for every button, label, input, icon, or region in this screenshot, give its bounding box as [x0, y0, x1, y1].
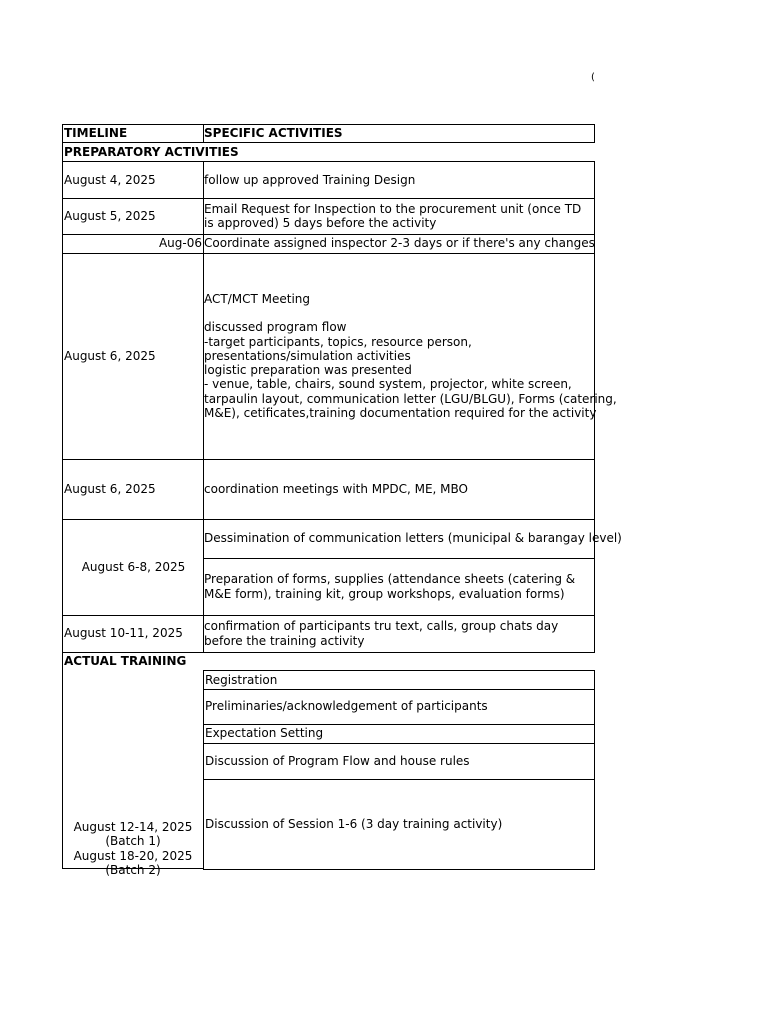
activity-cell: coordination meetings with MPDC, ME, MBO — [203, 459, 595, 520]
activity-line: presentations/simulation activities — [204, 348, 411, 363]
timeline-line: August 12-14, 2025 — [73, 820, 193, 834]
activity-line: -target participants, topics, resource person, — [204, 334, 472, 349]
timeline-cell: August 5, 2025 — [62, 198, 204, 235]
activity-line — [204, 306, 594, 320]
activity-cell: confirmation of participants tru text, calls, group chats day before the training activity — [203, 615, 595, 653]
activity-cell: Preliminaries/acknowledgement of participants — [203, 689, 595, 725]
activity-line: logistic preparation was presented — [204, 363, 412, 378]
timeline-line: (Batch 1) — [105, 834, 161, 849]
activity-cell: follow up approved Training Design — [203, 161, 595, 199]
activity-cell: Discussion of Session 1-6 (3 day training activity) — [203, 779, 595, 870]
activity-cell-meeting — [203, 253, 617, 460]
timeline-cell: August 6-8, 2025 — [62, 519, 204, 616]
activity-cell: Email Request for Inspection to the procurement unit (once TD is approved) 5 days before the activity — [203, 198, 595, 235]
activity-cell: Registration — [203, 670, 595, 690]
header-activities: SPECIFIC ACTIVITIES — [203, 124, 595, 143]
activity-line: ACT/MCT Meeting — [204, 291, 311, 306]
timeline-cell: August 4, 2025 — [62, 161, 204, 199]
timeline-line: (Batch 2) — [105, 862, 161, 877]
activity-line: tarpaulin layout, communication letter (LGU/BLGU), Forms (catering, — [204, 391, 617, 406]
activity-cell: Preparation of forms, supplies (attendance sheets (catering & M&E form), training kit, group workshops, evaluation forms) — [203, 558, 595, 616]
timeline-cell: August 6, 2025 — [62, 253, 204, 460]
timeline-cell: August 10-11, 2025 — [62, 615, 204, 653]
activity-cell: Dessimination of communication letters (municipal & barangay level) — [203, 519, 595, 559]
activity-line: discussed program flow — [204, 320, 347, 335]
timeline-line: August 18-20, 2025 — [73, 848, 193, 863]
header-timeline: TIMELINE — [62, 124, 204, 143]
activity-line: - venue, table, chairs, sound system, projector, white screen, — [204, 377, 572, 392]
timeline-cell: August 6, 2025 — [62, 459, 204, 520]
section-preparatory: PREPARATORY ACTIVITIES — [62, 143, 362, 161]
section-actual-training: ACTUAL TRAINING — [62, 652, 362, 671]
activity-cell: Discussion of Program Flow and house rules — [203, 743, 595, 780]
actual-training-timeline — [62, 671, 204, 877]
corner-mark: ( — [591, 72, 595, 83]
timeline-cell: Aug-06 — [62, 234, 204, 254]
activity-cell: Coordinate assigned inspector 2-3 days or if there's any changes — [203, 234, 595, 254]
activity-line: M&E), cetificates,training documentation required for the activity — [204, 406, 597, 421]
activity-cell: Expectation Setting — [203, 724, 595, 744]
